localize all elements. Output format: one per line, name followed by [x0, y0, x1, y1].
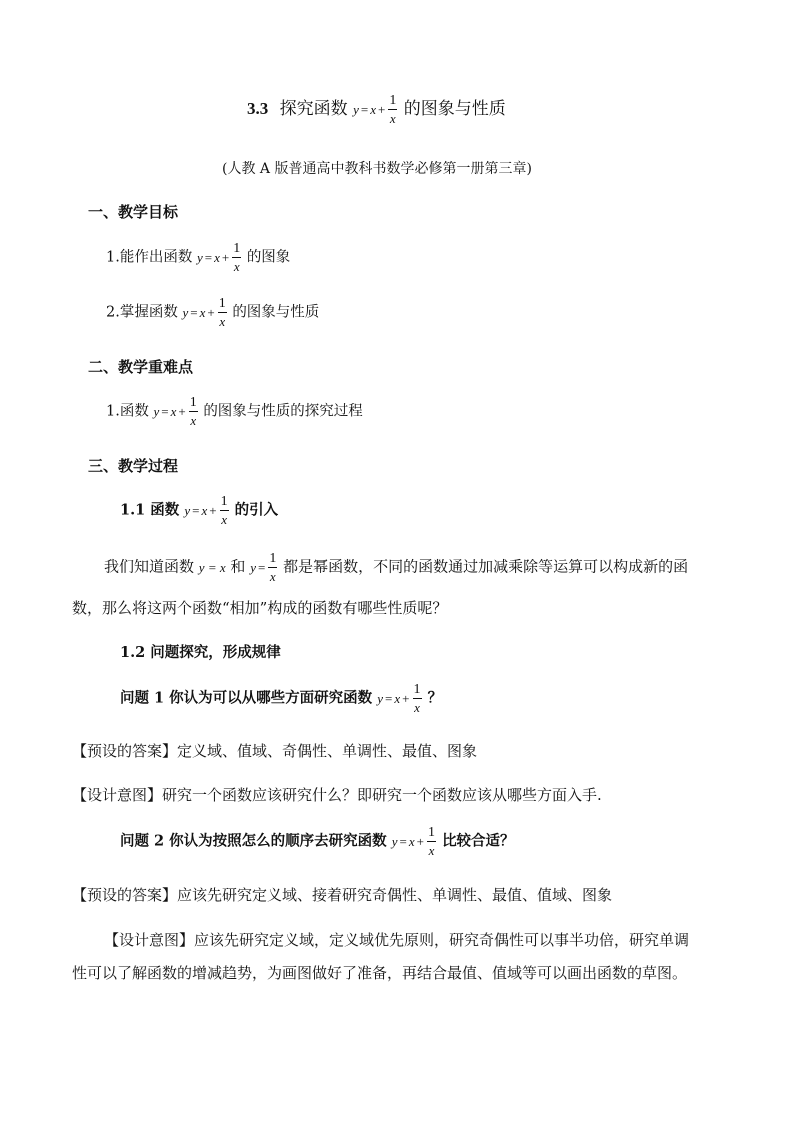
- formula: y = x + $\frac{1}{x}$: [353, 93, 397, 126]
- subsection-heading-1-1: 1.1 函数 y = x + $\frac{1}{x}$ 的引入: [120, 494, 279, 527]
- fraction: $\frac{1}{x}$: [389, 93, 397, 126]
- objective-item-1: 1.能作出函数 y = x + $\frac{1}{x}$ 的图象: [106, 241, 291, 274]
- title-text-after: 的图象与性质: [403, 99, 506, 119]
- formula: y = x + $\frac{1}{x}$: [377, 682, 421, 715]
- section-number: 3.3: [247, 99, 269, 118]
- formula: y = x + $\frac{1}{x}$: [196, 241, 241, 274]
- key-point-item-1: 1.函数 y = x + $\frac{1}{x}$ 的图象与性质的探究过程: [106, 395, 363, 428]
- question-2: 问题 2 你认为按照怎么的顺序去研究函数 y = x + $\frac{1}{x}$ 比较合适？: [120, 825, 515, 858]
- subsection-heading-1-2: 1.2 问题探究，形成规律: [120, 644, 281, 661]
- section-heading-objectives: 一、教学目标: [88, 203, 179, 221]
- formula: y = x + $\frac{1}{x}$: [182, 296, 226, 329]
- question-1-answer: 【预设的答案】定义域、值域、奇偶性、单调性、最值、图象: [72, 742, 478, 760]
- question-1-intent: 【设计意图】研究一个函数应该研究什么？即研究一个函数应该从哪些方面入手.: [72, 786, 602, 804]
- title-text-before: 探究函数: [279, 99, 348, 119]
- question-2-intent-line-1: 【设计意图】应该先研究定义域，定义域优先原则，研究奇偶性可以事半功倍，研究单调: [104, 931, 690, 949]
- section-heading-key-points: 二、教学重难点: [88, 358, 194, 376]
- intro-paragraph-line-1: 我们知道函数 y = x 和 y = $\frac{1}{x}$ 都是幂函数，不同的函数通过加减乘除等运算可以构成新的函: [104, 551, 689, 584]
- formula-power: y = x: [198, 559, 226, 575]
- formula: y = x + $\frac{1}{x}$: [391, 825, 435, 858]
- formula: y = x + $\frac{1}{x}$: [153, 395, 197, 428]
- page-title: [247, 94, 506, 125]
- question-1: 问题 1 你认为可以从哪些方面研究函数 y = x + $\frac{1}{x}$ ？: [120, 682, 443, 715]
- question-2-answer: 【预设的答案】应该先研究定义域、接着研究奇偶性、单调性、最值、值域、图象: [72, 886, 613, 904]
- section-heading-process: 三、教学过程: [88, 457, 179, 475]
- intro-paragraph-line-2: 数，那么将这两个函数“相加”构成的函数有哪些性质呢？: [72, 599, 448, 617]
- formula-reciprocal: y = $\frac{1}{x}$: [250, 551, 277, 584]
- subtitle: (人教 A 版普通高中教科书数学必修第一册第三章): [222, 161, 532, 177]
- formula: y = x + $\frac{1}{x}$: [184, 494, 228, 527]
- objective-item-2: 2.掌握函数 y = x + $\frac{1}{x}$ 的图象与性质: [106, 296, 320, 329]
- question-2-intent-line-2: 性可以了解函数的增减趋势，为画图做好了准备，再结合最值、值域等可以画出函数的草图。: [72, 964, 688, 982]
